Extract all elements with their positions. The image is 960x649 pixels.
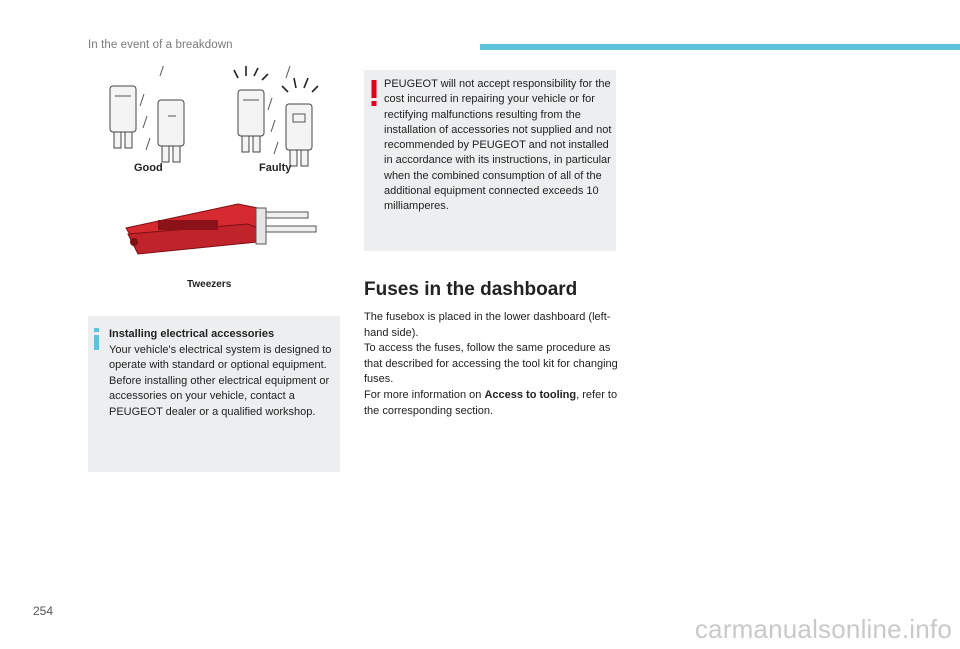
fuse-good-label: Good [134, 162, 163, 174]
tweezers-illustration [118, 196, 328, 266]
info-icon [92, 328, 102, 350]
warning-text: PEUGEOT will not accept responsibility for the cost incurred in repairing your vehicle or for rectifying malfunctions resulting from the installation of accessories not supplied and not recommended by PEUGEOT and not installed in accordance with its instructions, in particular when the combined consumption of all of the additional equipment connected exceeds 10 milliamperes. [384, 78, 612, 213]
section-heading: Fuses in the dashboard [364, 279, 578, 300]
section-text: For more information on [364, 388, 485, 401]
section-paragraph: To access the fuses, follow the same procedure as that described for accessing the tool kit for changing fuses. [364, 342, 618, 386]
info-text [109, 327, 334, 421]
page-number: 254 [33, 604, 54, 618]
tweezers-drawing [118, 196, 328, 266]
header-accent-bar [480, 44, 960, 50]
tweezers-label: Tweezers [187, 279, 232, 290]
section-body [364, 310, 624, 419]
warning-icon [369, 80, 379, 106]
section-paragraph [364, 388, 624, 419]
info-body: Your vehicle's electrical system is designed to operate with standard or optional equipment. Before installing other electrical equipment or accessories on your vehicle, contact a PEUGEOT dealer or a qualified workshop. [109, 343, 332, 418]
fuse-illustration [88, 66, 338, 186]
fuse-drawing [88, 66, 338, 186]
footer-watermark: carmanualsonline.info [694, 614, 952, 644]
info-box [88, 316, 340, 472]
info-title: Installing electrical accessories [109, 328, 275, 340]
section-paragraph: The fusebox is placed in the lower dashboard (left-hand side). [364, 311, 611, 339]
header-title: In the event of a breakdown [88, 39, 233, 51]
fuse-faulty-label: Faulty [259, 162, 292, 174]
section-text: , refer to the corresponding section. [364, 388, 618, 417]
access-to-tooling-link[interactable]: Access to tooling [484, 388, 577, 401]
warning-box [364, 70, 616, 251]
